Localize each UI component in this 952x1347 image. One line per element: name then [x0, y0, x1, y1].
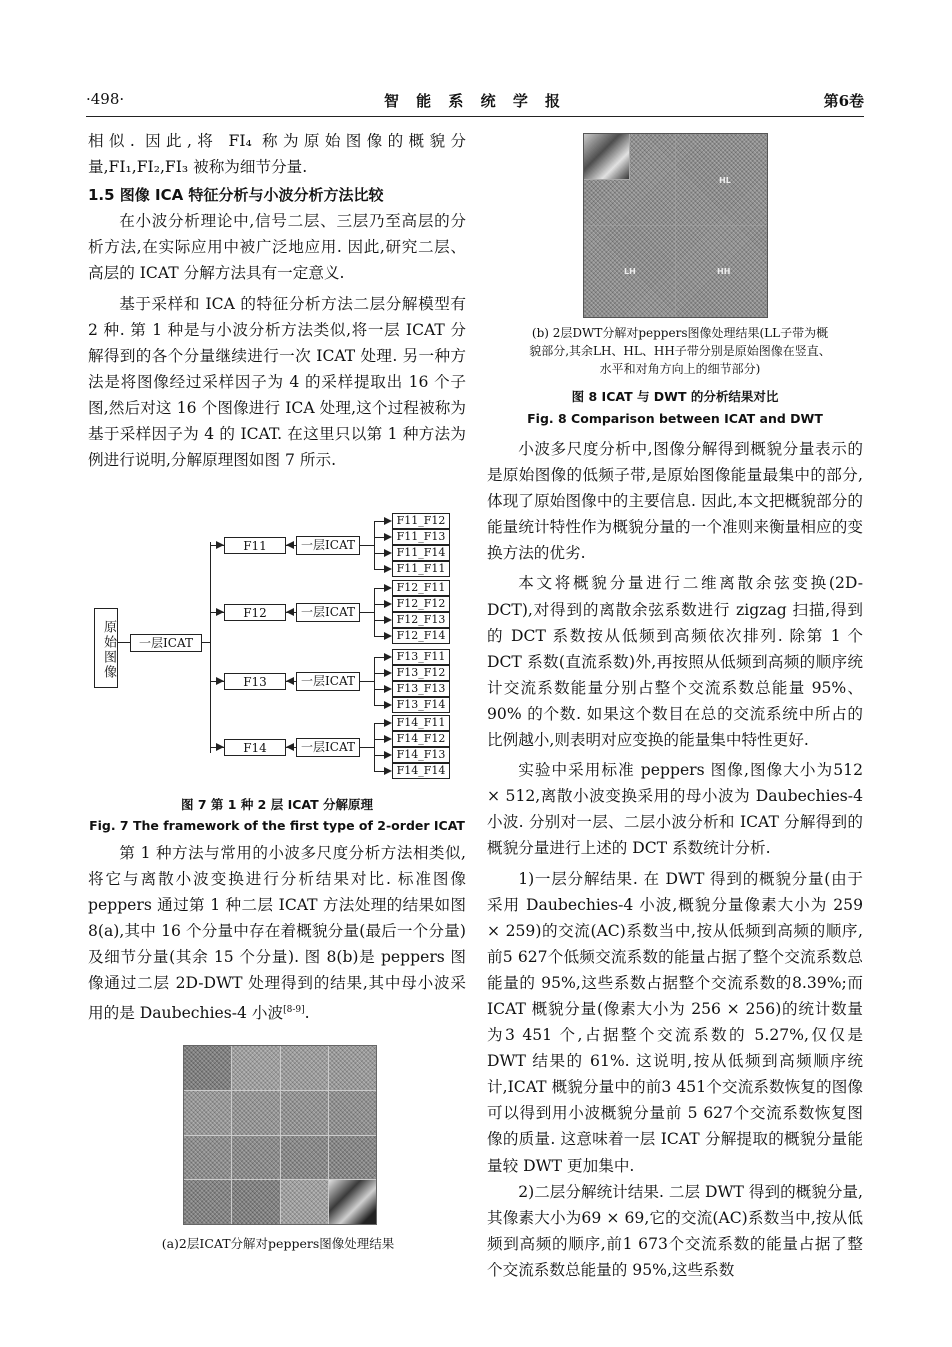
figure8b-image	[583, 133, 768, 318]
output-box: F12_F11	[392, 580, 450, 596]
figure8b-caption: (b) 2层DWT分解对peppers图像处理结果(LL子带为概貌部分,其余LH、HL、HH子带分别是原始图像在竖直、水平和对角方向上的细节部分)	[529, 326, 831, 376]
output-box: F12_F14	[392, 628, 450, 644]
detail-component-tile	[232, 1046, 279, 1090]
output-box: F14_F11	[392, 715, 450, 731]
detail-component-tile	[232, 1091, 279, 1135]
right-column	[487, 436, 863, 1283]
left-column-bottom	[88, 840, 466, 1026]
first-icat-box: 一层ICAT	[130, 634, 202, 652]
second-icat-box: 一层ICAT	[296, 603, 360, 622]
detail-component-tile	[232, 1136, 279, 1180]
section-heading: 1.5 图像 ICA 特征分析与小波分析方法比较	[88, 186, 384, 205]
second-icat-box: 一层ICAT	[296, 738, 360, 757]
component-box-f13: F13	[224, 673, 286, 690]
volume-label: 第6卷	[823, 92, 864, 110]
figure8-caption-cn: 图 8 ICAT 与 DWT 的分析结果对比	[571, 389, 779, 404]
output-box: F11_F14	[392, 545, 450, 561]
page-number: ·498·	[86, 90, 125, 108]
detail-component-tile	[281, 1180, 328, 1224]
hl-label: HL	[719, 176, 731, 185]
output-box: F14_F14	[392, 763, 450, 779]
detail-component-tile	[281, 1046, 328, 1090]
paragraph: 本文将概貌分量进行二维离散余弦变换(2D-DCT),对得到的离散余弦系数进行 zigzag 扫描,得到的 DCT 系数按从低频到高频依次排列. 除第 1 个 DCT 系数(直流系数)外,再按照从低频到高频的顺序统计交流系数能量分别占整个交流系数总能量 95%、90% 的个数. 如果这个数目在总的交流系统中所占的比例越小,则表明对应变换的能量集中特性更好.	[487, 574, 863, 750]
output-box: F12_F12	[392, 596, 450, 612]
paragraph: 第 1 种方法与常用的小波多尺度分析方法相类似,将它与离散小波变换进行分析结果对比. 标准图像 peppers 通过第 1 种二层 ICAT 方法处理的结果如图 8(a),其中 16 个分量中存在着概貌分量(最后一个分量)及细节分量(其余 15 个分量). 图 8(b)是 peppers 图像通过二层 2D-DWT 处理得到的结果,其中母小波采用的是 Daubechies-4 小波[8-9].	[88, 844, 466, 1022]
detail-component-tile	[232, 1180, 279, 1224]
paragraph: 小波多尺度分析中,图像分解得到概貌分量表示的是原始图像的低频子带,是原始图像能量最集中的部分,体现了原始图像中的主要信息. 因此,本文把概貌部分的能量统计特性作为概貌分量的一个准则来衡量相应的变换方法的优劣.	[487, 440, 863, 563]
paragraph: 相似. 因此,将 FI₄ 称为原始图像的概貌分量,FI₁,FI₂,FI₃ 被称为细节分量.	[88, 132, 466, 177]
output-box: F13_F11	[392, 649, 450, 665]
header-rule	[86, 116, 864, 117]
component-box-f14: F14	[224, 739, 286, 756]
second-icat-box: 一层ICAT	[296, 672, 360, 691]
figure7-caption-cn: 图 7 第 1 种 2 层 ICAT 分解原理	[181, 797, 373, 812]
output-box: F14_F12	[392, 731, 450, 747]
output-box: F13_F13	[392, 681, 450, 697]
detail-component-tile	[329, 1091, 376, 1135]
figure7-caption-en: Fig. 7 The framework of the first type of 2-order ICAT	[89, 818, 465, 833]
output-box: F12_F13	[392, 612, 450, 628]
output-box: F11_F11	[392, 561, 450, 577]
left-column-top	[88, 128, 466, 473]
paragraph: 基于采样和 ICA 的特征分析方法二层分解模型有 2 种. 第 1 种是与小波分析方法类似,将一层 ICAT 分解得到的各个分量继续进行一次 ICAT 处理. 另一种方法是将图像经过采样因子为 4 的采样提取出 16 个子图,然后对这 16 个图像进行 ICA 处理,这个过程被称为基于采样因子为 4 的 ICAT. 在这里只以第 1 种方法为例进行说明,分解原理图如图 7 所示.	[88, 294, 466, 470]
paragraph: 2)二层分解统计结果. 二层 DWT 得到的概貌分量,其像素大小为69 × 69,它的交流(AC)系数当中,按从低频到高频的顺序,前1 673个交流系数的能量占据了整个交流系数总能量的 95%,这些系数	[487, 1182, 864, 1279]
detail-component-tile	[184, 1091, 231, 1135]
ll-subband-thumbnail	[584, 134, 629, 179]
detail-component-tile	[281, 1091, 328, 1135]
figure8a-image	[183, 1045, 377, 1225]
paragraph: 1)一层分解结果. 在 DWT 得到的概貌分量(由于采用 Daubechies-4 小波,概貌分量像素大小为 259 × 259)的交流(AC)系数当中,按从低频到高频的顺序,前5 627个低频交流系数的能量占据了整个交流系数总能量的 95%,这些系数占据整个交流系数的8.39%;而 ICAT 概貌分量(像素大小为 256 × 256)的统计数量为3 451 个,占据整个交流系数的 5.27%,仅仅是 DWT 结果的 61%. 这说明,按从低频到高频顺序统计,ICAT 概貌分量中的前3 451个交流系数恢复的图像可以得到用小波概貌分量前 5 627个交流系数恢复图像的质量. 这意味着一层 ICAT 分解提取的概貌分量能量较 DWT 更加集中.	[487, 869, 863, 1175]
detail-component-tile	[329, 1046, 376, 1090]
figure8-caption-en: Fig. 8 Comparison between ICAT and DWT	[527, 411, 823, 426]
component-box-f12: F12	[224, 604, 286, 621]
paragraph: 实验中采用标准 peppers 图像,图像大小为512 × 512,离散小波变换采用的母小波为 Daubechies-4 小波. 分别对一层、二层小波分析和 ICAT 分解得到的概貌分量进行上述的 DCT 系数统计分析.	[487, 761, 863, 858]
figure7-diagram	[90, 505, 470, 795]
output-box: F13_F14	[392, 697, 450, 713]
detail-component-tile	[184, 1136, 231, 1180]
output-box: F11_F12	[392, 513, 450, 529]
source-image-box: 原始图像	[94, 608, 118, 688]
component-box-f11: F11	[224, 537, 286, 554]
detail-component-tile	[184, 1046, 231, 1090]
hh-label: HH	[717, 267, 731, 276]
detail-component-tile	[329, 1136, 376, 1180]
second-icat-box: 一层ICAT	[296, 536, 360, 555]
lh-label: LH	[624, 267, 636, 276]
output-box: F13_F12	[392, 665, 450, 681]
approximation-component-tile	[329, 1180, 376, 1224]
figure8a-caption: (a)2层ICAT分解对peppers图像处理结果	[161, 1236, 395, 1251]
detail-component-tile	[184, 1180, 231, 1224]
running-header	[86, 88, 864, 114]
output-box: F14_F13	[392, 747, 450, 763]
output-box: F11_F13	[392, 529, 450, 545]
detail-component-tile	[281, 1136, 328, 1180]
journal-title: 智 能 系 统 学 报	[383, 92, 567, 110]
paragraph: 在小波分析理论中,信号二层、三层乃至高层的分析方法,在实际应用中被广泛地应用. 因此,研究二层、高层的 ICAT 分解方法具有一定意义.	[88, 212, 466, 283]
